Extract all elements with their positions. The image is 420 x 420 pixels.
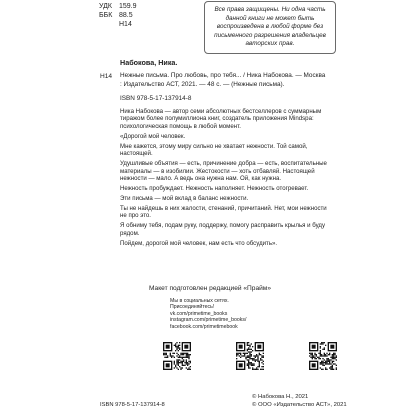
qr-code-row [163, 342, 337, 370]
rights-notice-text: Все права защищены. Ни одна часть данной книги не может быть воспроизведена в любой форме без письменного разрешения владельцев авторских прав. [214, 6, 326, 48]
annotation-paragraph: Ника Набокова — автор семи абсолютных бестселлеров с суммарным тиражом более полумиллиона книг, создатель приложения Mindspa: психологическая помощь в любой момент. [120, 108, 322, 130]
qr-code-icon [236, 342, 264, 370]
udc-label: УДК [99, 3, 112, 10]
social-link-facebook[interactable]: facebook.com/primetimebook [170, 323, 238, 330]
annotation-paragraph: Удушливые объятия — есть, причинение добра — есть, воспитательные материалы — в изобилии. Жестокости — хоть отбавляй. Настоящей нежности — мало. А ведь она нужна нам. Ой, как нужна. [120, 160, 327, 183]
bbk-label: ББК [99, 12, 113, 19]
udc-row [99, 2, 137, 11]
bbk-value: 88.5 [119, 12, 133, 19]
annotation-paragraph: Я обниму тебя, подам руку, поддержу, помогу расправить крылья и буду рядом. [120, 222, 326, 237]
social-intro-line: Мы в социальных сетях. [170, 298, 229, 304]
annotation-paragraph: Пойдем, дорогой мой человек, нам есть что обсудить». [120, 239, 278, 247]
annotation-paragraph: «Дорогой мой человек. [120, 132, 186, 140]
bbk-row [99, 11, 137, 20]
annotation-paragraph: Ты не найдешь в них жалости, стенаний, причитаний. Нет, мои нежности не про это. [120, 205, 327, 220]
author-heading: Набокова, Ника. [120, 58, 178, 67]
isbn-top: ISBN 978-5-17-137914-8 [120, 95, 192, 102]
author-mark-value: Н14 [119, 21, 132, 28]
catalog-code: Н14 [100, 73, 113, 80]
author-mark-row [99, 20, 137, 29]
isbn-bottom: ISBN 978-5-17-137914-8 [100, 402, 165, 408]
copyright-line: © ООО «Издательство АСТ», 2021 [252, 401, 347, 408]
annotation-paragraph: Эти письма — мой вклад в баланс нежности. [120, 195, 249, 203]
social-link-instagram[interactable]: instagram.com/primetime_books/ [170, 317, 247, 324]
annotation-paragraph: Нежность пробуждает. Нежность наполняет. Нежность отогревает. [120, 185, 309, 193]
rights-notice-box [204, 1, 336, 54]
qr-code-icon [309, 342, 337, 370]
qr-code-icon [163, 342, 191, 370]
annotation-paragraph: Мне кажется, этому миру сильно не хватает нежности. Той самой, настоящей. [120, 142, 308, 158]
annotation-text [120, 108, 332, 250]
social-link-vk[interactable]: vk.com/primetime_books [170, 310, 228, 317]
classification-codes [99, 2, 137, 29]
copyright-line: © Набокова Н., 2021 [252, 394, 309, 400]
social-block [170, 298, 246, 330]
social-intro-line: Присоединяйтесь! [170, 304, 215, 311]
prepared-by-note: Макет подготовлен редакцией «Прайм» [148, 285, 272, 292]
bibliographic-description: Нежные письма. Про любовь, про тебя... / Ника Набокова. — Москва : Издательство АСТ, 2021. — 48 с. — (Нежные письма). [120, 72, 326, 88]
copyright-block [252, 394, 347, 409]
udc-value: 159.9 [119, 3, 137, 10]
